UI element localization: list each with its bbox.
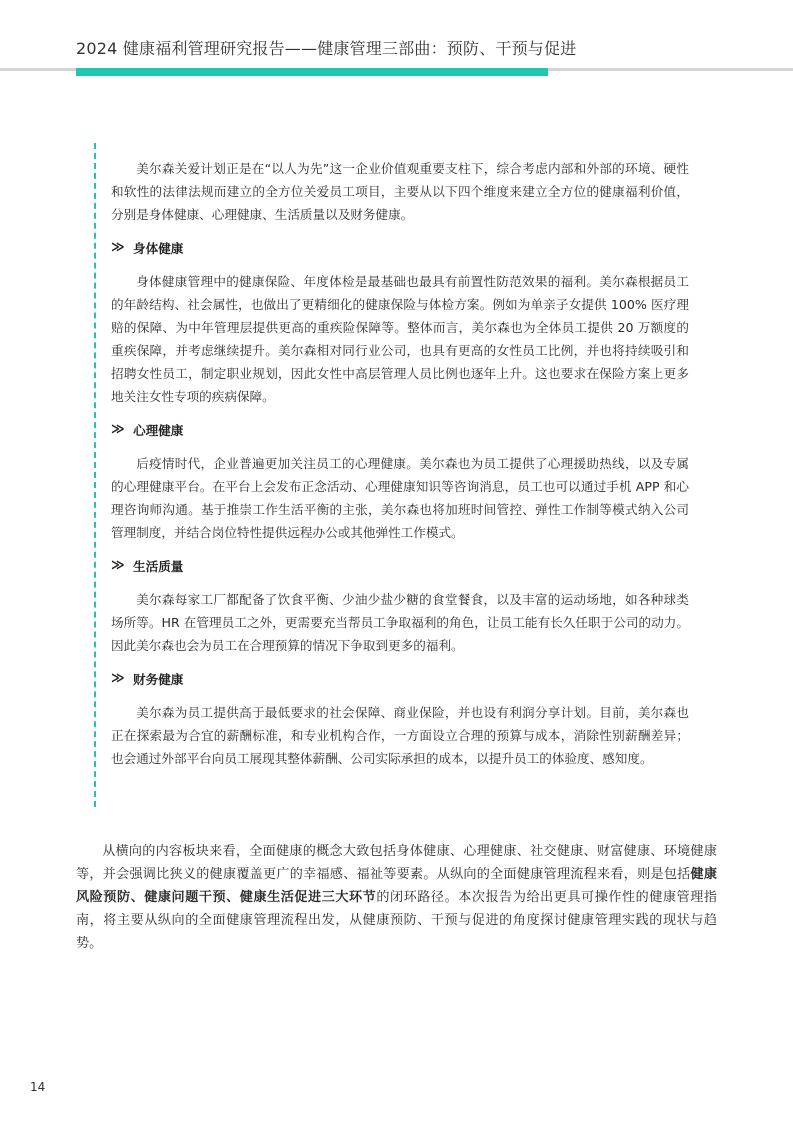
section-body-physical: 身体健康管理中的健康保险、年度体检是最基础也最具有前置性防范效果的福利。美尔森根据员工的年龄结构、社会属性，也做出了更精细化的健康保险与体检方案。例如为单亲子女提供 100% 医疗理赔的保障、为中年管理层提供更高的重疾险保障等。整体而言，美尔森也为全体员工提供 20 万额度的重疾保障，并考虑继续提升。美尔森相对同行业公司，也具有更高的女性员工比例，并也将持续吸引和招聘女性员工，制定职业规划，因此女性中高层管理人员比例也逐年上升。这也要求在保险方案上更多地关注女性专项的疾病保障。 <box>111 274 689 404</box>
case-intro-paragraph: 美尔森关爱计划正是在“以人为先”这一企业价值观重要支柱下，综合考虑内部和外部的环境、硬性和软性的法律法规而建立的全方位关爱员工项目，主要从以下四个维度来建立全方位的健康福利价值，分别是身体健康、心理健康、生活质量以及财务健康。 <box>111 161 689 222</box>
double-chevron-right-icon: ≫ <box>111 671 125 686</box>
main-paragraph-text: 从横向的内容板块来看，全面健康的概念大致包括身体健康、心理健康、社交健康、财富健康、环境健康等，并会强调比狭义的健康覆盖更广的幸福感、福祉等要素。从纵向的全面健康管理流程来看，则是包括 <box>76 844 717 882</box>
main-paragraph-text: 的闭环路径。本次报告为给出更具可操作性的健康管理指南，将主要从纵向的全面健康管理流程出发，从健康预防、干预与促进的角度探讨健康管理实践的现状与趋势。 <box>76 890 718 951</box>
section-heading-label: 财务健康 <box>133 672 184 687</box>
section-heading-label: 身体健康 <box>133 241 184 256</box>
case-study-box <box>111 157 689 770</box>
section-body-financial: 美尔森为员工提供高于最低要求的社会保障、商业保险，并也设有利润分享计划。目前，美尔森也正在探索最为合宜的薪酬标准，和专业机构合作，一方面设立合理的预算与成本，消除性别薪酬差异；也会通过外部平台向员工展现其整体薪酬、公司实际承担的成本，以提升员工的体验度、感知度。 <box>111 705 689 766</box>
page-header-title: 2024 健康福利管理研究报告——健康管理三部曲：预防、干预与促进 <box>76 39 577 58</box>
page-number: 14 <box>30 1080 46 1094</box>
section-heading-physical <box>111 236 689 259</box>
main-body <box>76 840 717 955</box>
double-chevron-right-icon: ≫ <box>111 240 125 255</box>
main-paragraph-bold-text: 健康风险预防、健康问题干预、健康生活促进三大环节 <box>76 867 718 905</box>
section-heading-label: 心理健康 <box>133 423 184 438</box>
section-heading-label: 生活质量 <box>133 559 184 574</box>
header-accent-bar <box>76 68 548 76</box>
section-body-mental: 后疫情时代，企业普遍更加关注员工的心理健康。美尔森也为员工提供了心理援助热线，以及专属的心理健康平台。在平台上会发布正念活动、心理健康知识等咨询消息，员工也可以通过手机 APP 和心理咨询师沟通。基于推崇工作生活平衡的主张，美尔森也将加班时间管控、弹性工作制等模式纳入公司管理制度，并结合岗位特性提供远程办公或其他弹性工作模式。 <box>111 456 689 540</box>
main-paragraph <box>76 840 717 955</box>
double-chevron-right-icon: ≫ <box>111 558 125 573</box>
section-heading-financial <box>111 667 689 690</box>
section-body-quality-of-life: 美尔森每家工厂都配备了饮食平衡、少油少盐少糖的食堂餐食，以及丰富的运动场地，如各种球类场所等。HR 在管理员工之外，更需要充当帮员工争取福利的角色，让员工能有长久任职于公司的动力。因此美尔森也会为员工在合理预算的情况下争取到更多的福利。 <box>111 592 689 653</box>
section-heading-mental <box>111 418 689 441</box>
double-chevron-right-icon: ≫ <box>111 422 125 437</box>
section-heading-quality-of-life <box>111 554 689 577</box>
